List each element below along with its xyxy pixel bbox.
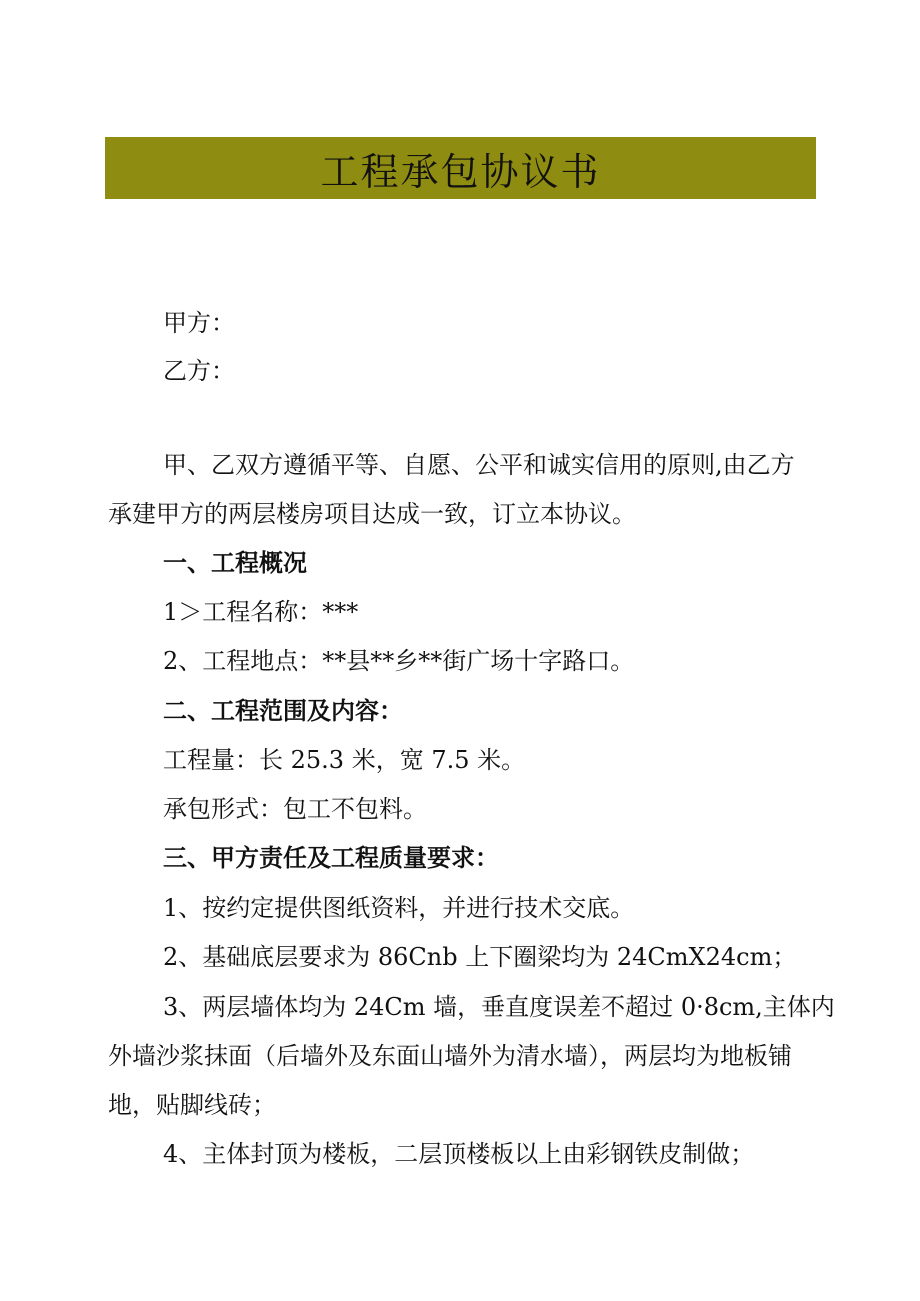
- section-3-heading: 三、甲方责任及工程质量要求：: [163, 844, 499, 872]
- section-3-item-3-line-2: 外墙沙浆抹面（后墙外及东面山墙外为清水墙），两层均为地板铺: [108, 1042, 792, 1070]
- section-3-item-4: 4、主体封顶为楼板，二层顶楼板以上由彩钢铁皮制做；: [163, 1140, 755, 1168]
- title-banner: [105, 137, 816, 199]
- document-title: 工程承包协议书: [320, 149, 601, 194]
- section-3-item-1: 1、按约定提供图纸资料，并进行技术交底。: [163, 894, 635, 922]
- section-1-heading: 一、工程概况: [163, 549, 307, 577]
- section-2-quantity: 工程量：长 25.3 米，宽 7.5 米。: [163, 746, 526, 774]
- party-b-label: 乙方：: [163, 357, 235, 385]
- intro-paragraph-line-2: 承建甲方的两层楼房项目达成一致，订立本协议。: [108, 500, 636, 528]
- section-1-item-1: 1＞工程名称：***: [163, 598, 359, 626]
- section-1-item-2: 2、工程地点：**县**乡**街广场十字路口。: [163, 647, 635, 675]
- section-2-heading: 二、工程范围及内容：: [163, 697, 403, 725]
- section-3-item-2: 2、基础底层要求为 86Cnb 上下圈梁均为 24CmX24cm；: [163, 943, 797, 971]
- section-3-item-3-line-1: 3、两层墙体均为 24Cm 墙，垂直度误差不超过 0·8cm,主体内: [163, 993, 835, 1021]
- section-2-contract-form: 承包形式：包工不包料。: [163, 795, 427, 823]
- party-a-label: 甲方：: [163, 309, 235, 337]
- intro-paragraph-line-1: 甲、乙双方遵循平等、自愿、公平和诚实信用的原则,由乙方: [163, 451, 795, 479]
- section-3-item-3-line-3: 地，贴脚线砖；: [108, 1091, 276, 1119]
